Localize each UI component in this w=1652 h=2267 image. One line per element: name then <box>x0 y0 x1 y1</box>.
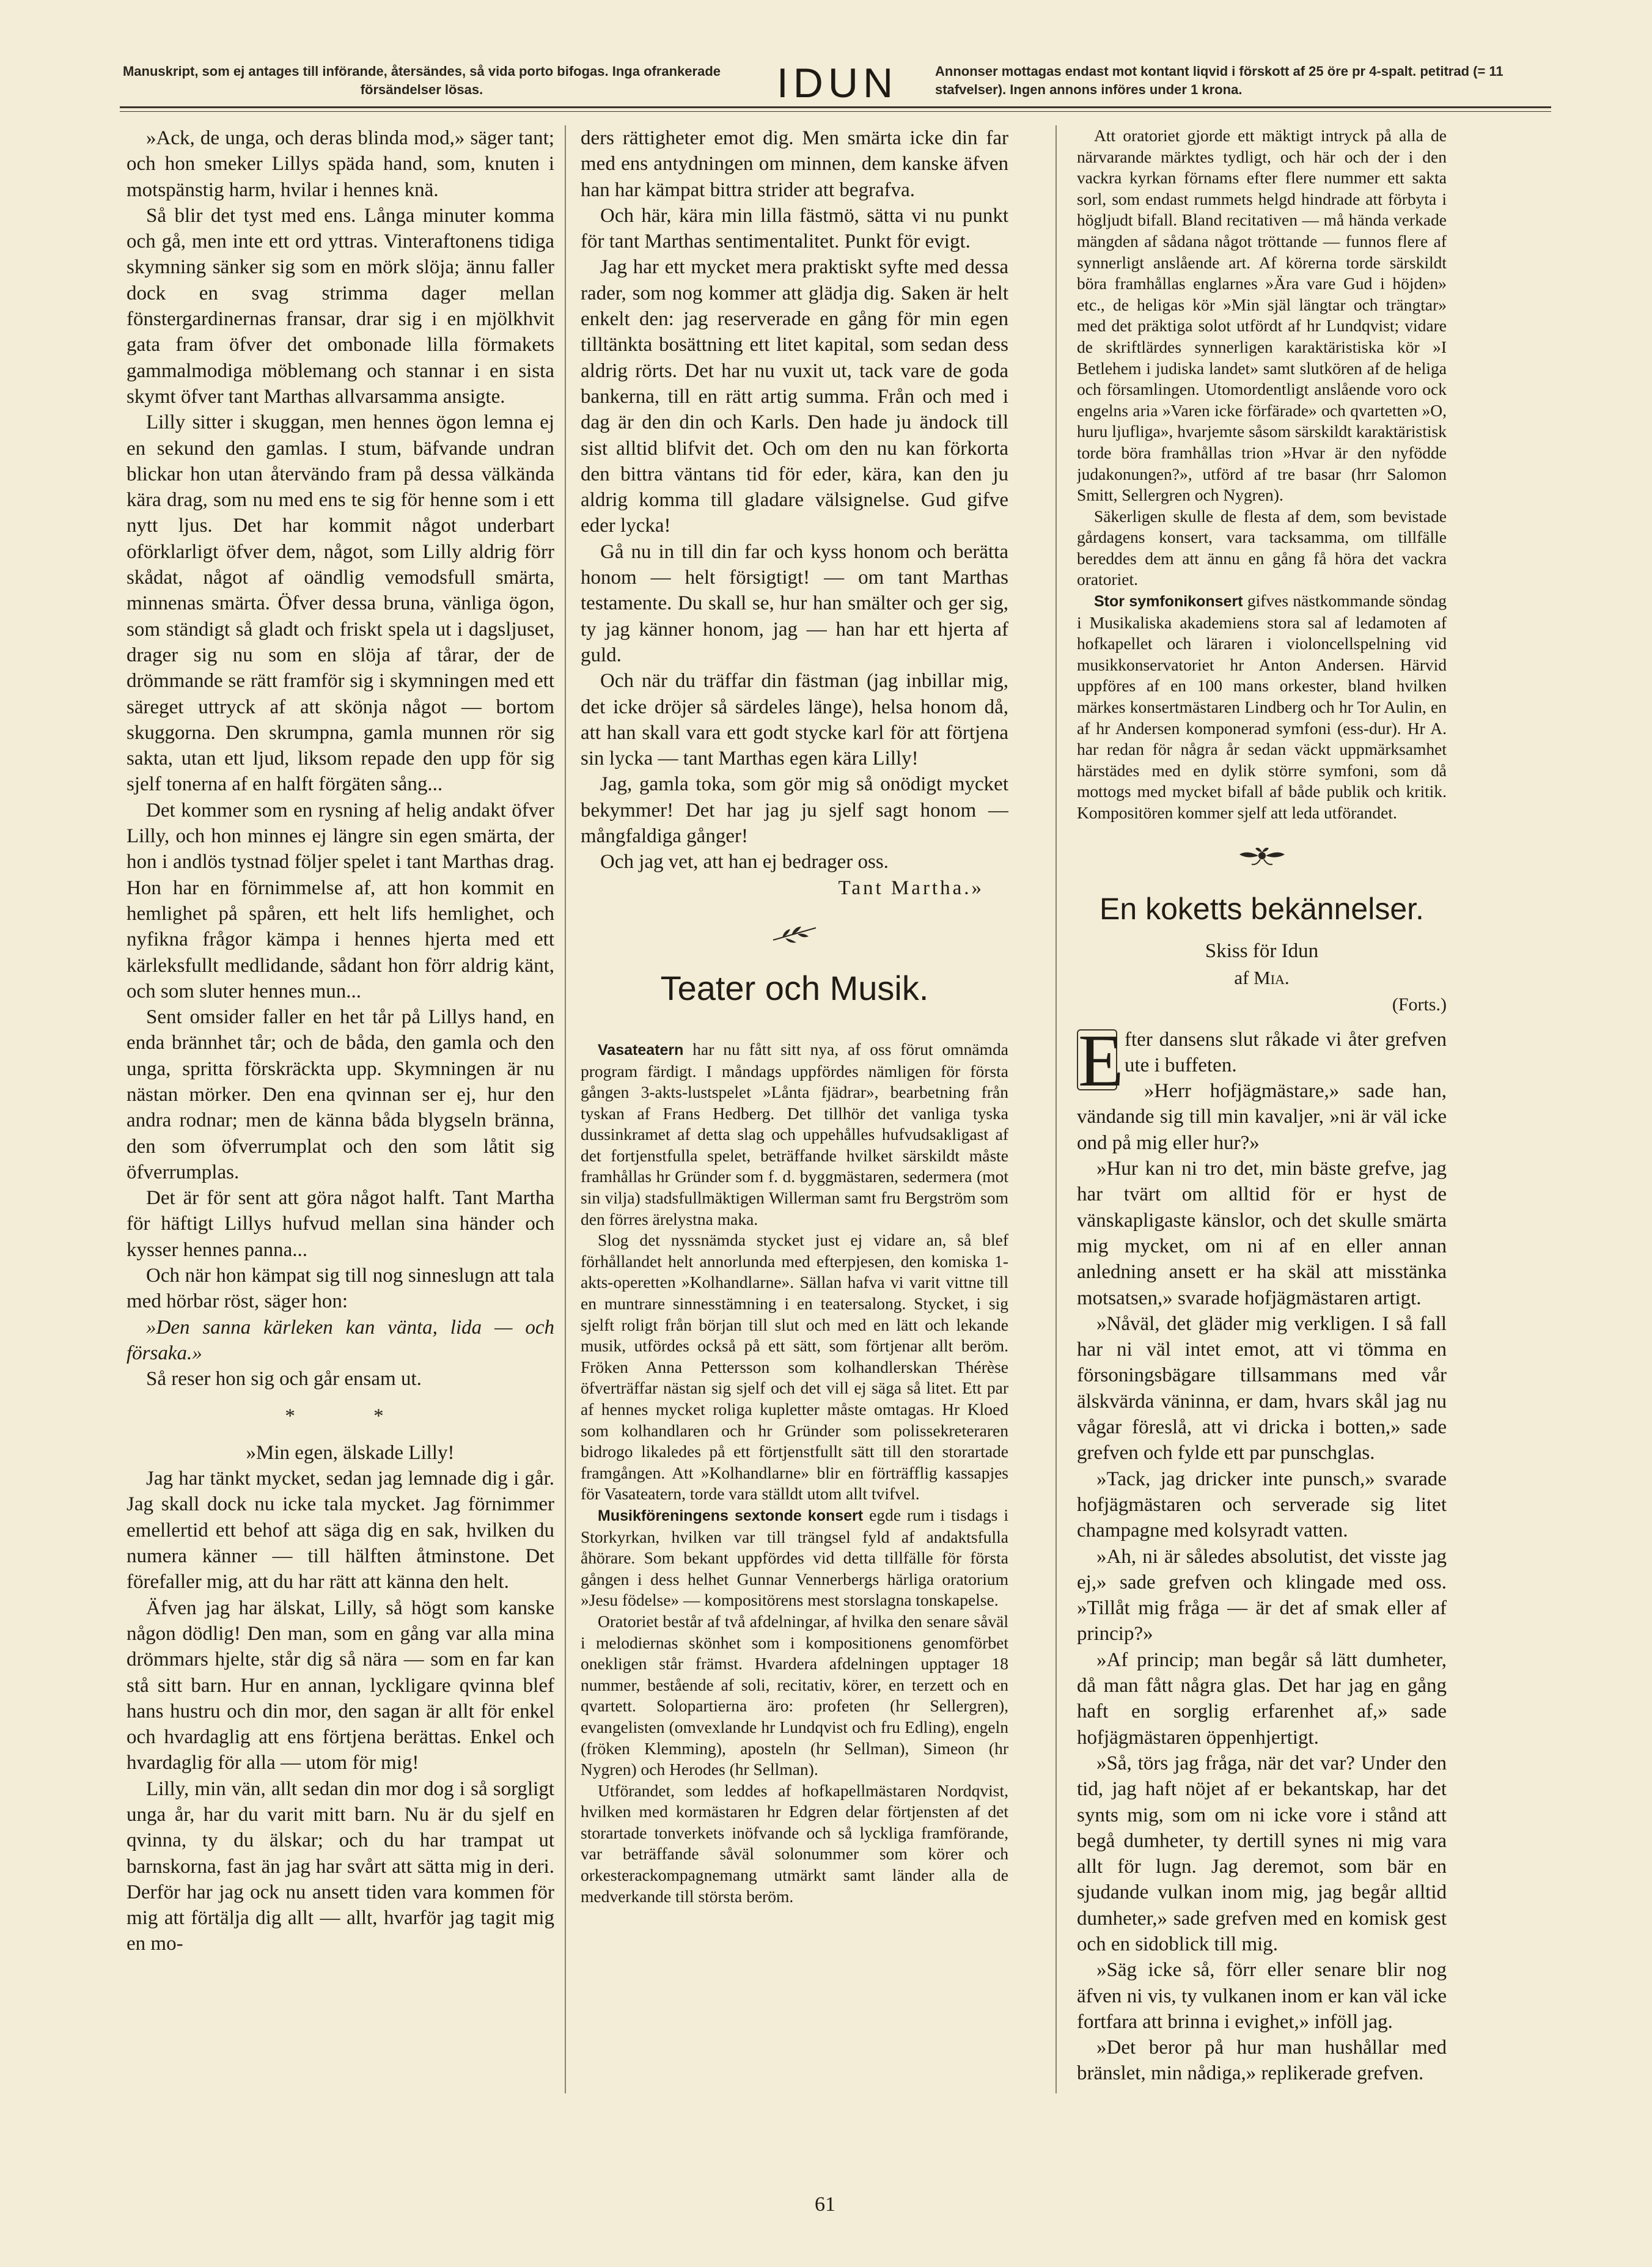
publication-title: IDUN <box>776 60 898 106</box>
paragraph: Det kommer som en rysning af helig andakt öfver Lilly, och hon minnes ej längre sin egen smärta, der hon i andlös tystnad följer spelet i tant Marthas drag. Hon har en förnimmelse af, att hon kommit en hemlighet på spåren, ett helt lifs hemlighet, och nyfikna frågor kämpa i hennes hjerta med ett kärleksfullt medlidande, sådant hon förr aldrig känt, och som sluter hennes mun... <box>127 799 554 1002</box>
story-author: Mia. <box>1254 966 1290 988</box>
quote-text: »Den sanna kärleken kan vänta, lida — och försaka.» <box>127 1316 554 1364</box>
paragraph: Lilly, min vän, allt sedan din mor dog i så sorgligt unga år, har du varit mitt barn. Nu är du sjelf en qvinna, ty du älskar; och du har trampat ut barnskorna, fast än jag har svårt att sätta mig in deri. Derför har jag ock nu ansett tiden vara kommen för mig att förtälja dig allt — allt, hvarför jag tagit mig en mo- <box>127 1777 554 1955</box>
page-number: 61 <box>815 2193 835 2216</box>
floral-ornament-icon <box>1228 845 1296 869</box>
story-title: En koketts bekännelser. <box>1099 891 1424 926</box>
paragraph: Lilly sitter i skuggan, men hennes ögon lemna ej en sekund den gamlas. I stum, bäfvande undran blickar hon utan återvändo fram på dessa välkända kära drag, som nu med ens te sig för henne som i ett nytt ljus. Det har kommit något underbart oförklarligt öfver dem, något, som Lilly aldrig förr skådat, något af oändlig vemodsfull smärta, minnenas smärta. Öfver dessa bruna, vänliga ögon, som ständigt så gladt och friskt spela ut i dagsljuset, drager sig nu som en slöja af tårar, der de drömmande se rätt framför sig i skymningen med ett säreget uttryck af att skönja något — bortom skuggorna. Den skrumpna, gamla munnen rör sig sakta, utan ett ljud, liksom repade den upp för sig sjelf tonerna af en halft förgäten sång... <box>127 411 554 796</box>
paragraph: Och när hon kämpat sig till nog sinneslugn att tala med hörbar röst, säger hon: <box>127 1265 554 1313</box>
section-title: Teater och Musik. <box>660 968 929 1007</box>
paragraph: Så blir det tyst med ens. Långa minuter komma och gå, men inte ett ord yttras. Vinteraftonens tidiga skymning sänker sig som en mörk slöja; ännu faller dock en svag strimma dager mellan fönstergardinernas fransar, drar sig i en mjölkhvit gata fram öfver det ombonade lilla förmakets gammalmodiga möblemang och stannar i en sista skymt öfver tant Marthas allvarsamma ansigte. <box>127 204 554 408</box>
paragraph: Att oratoriet gjorde ett mäktigt intryck på alla de närvarande märktes tydligt, och här och der i den vackra kyrkan förnams efter flere nummer ett sakta sorl, som endast rummets helgd hindrade att förbyta i högljudt bifall. Bland recitativen — må hända verkade mängden af sådana något tröttande — funnos flere af synnerligt anslående art. Af körerna torde särskildt böra framhållas englarnes »Ära vare Gud i höjden» etc., de heligas kör »Min själ längtar och trängtar» med det präktiga solot utfördt af hr Lundqvist; vidare de skriftlärdes synnerligen karaktäristiska kör »I Betlehem i judiska landet» samt slutkören af de heliga och församlingen. Utomordentligt anslående voro ock engelns aria »Varen icke förfärade» och qvartetten »O, huru ljufliga», hvarjemte såsom särskildt karaktäristisk torde böra framhållas trion »Hvar är den nyfödde judakonungen?», utförd af tre basar (hrr Salomon Smitt, Sellergren och Nygren). <box>1077 126 1447 505</box>
paragraph: Och när du träffar din fästman (jag inbillar mig, det icke dröjer så särdeles länge), helsa honom då, att han skall vara ett godt stycke karl för att förtjena sin lycka — tant Marthas egen kära Lilly! <box>581 670 1008 770</box>
paragraph: Gå nu in till din far och kyss honom och berätta honom — helt försigtigt! — om tant Marthas testamente. Du skall se, hur han smälter och ger sig, ty jag känner honom, jag — han har ett hjerta af guld. <box>581 540 1008 666</box>
paragraph: »Tack, jag dricker inte punsch,» svarade hofjägmästaren och serverade sig litet champagne med kolsyradt vatten. <box>1077 1468 1447 1542</box>
paragraph: »Säg icke så, förr eller senare blir nog äfven ni vis, ty vulkanen inom er kan väl icke fortfara att brinna i evighet,» inföll jag. <box>1077 1959 1447 2033</box>
paragraph: »Så, törs jag fråga, när det var? Under den tid, jag haft nöjet af er bekantskap, har det synts mig, som om ni icke vore i stånd att begå dumheter, ty dertill synes ni mig vara allt för lugn. Jag deremot, som bär en sjudande vulkan inom mig, jag begår alltid dumheter,» sade grefven med en komisk gest och en sidoblick till mig. <box>1077 1752 1447 1955</box>
rubric: Vasateatern <box>598 1041 684 1059</box>
byline-prefix: af <box>1234 966 1254 988</box>
column-divider <box>565 125 566 2093</box>
paragraph: Utförandet, som leddes af hofkapellmästaren Nordqvist, hvilken med kormästaren hr Edgren delar förtjensten af det storartade tonverkets inöfvande och så lyckliga framförande, var beträffande såväl solonummer som körer och orkesterackompagnemang utmärkt samt länder alla de medverkande till största beröm. <box>581 1780 1008 1906</box>
paragraph: Det är för sent att göra något halft. Tant Martha för häftigt Lillys hufvud mellan sina händer och kysser hennes panna... <box>127 1187 554 1261</box>
paragraph: Och jag vet, att han ej bedrager oss. <box>600 851 889 873</box>
paragraph: »Ack, de unga, och deras blinda mod,» säger tant; och hon smeker Lillys späda hand, som, knuten i motspänstig harm, hvilar i hennes knä. <box>127 127 554 201</box>
letter-greeting: »Min egen, älskade Lilly! <box>246 1441 455 1464</box>
paragraph <box>1077 590 1447 824</box>
paragraph: Säkerligen skulle de flesta af dem, som bevistade gårdagens konsert, vara tacksamma, om tillfälle bereddes dem att ännu en gång få höra det vackra oratoriet. <box>1077 506 1447 589</box>
column-2 <box>581 125 1008 2100</box>
paragraph: »Ah, ni är således absolutist, det visste jag ej,» sade grefven och klingade med oss. »Tillåt mig fråga — är det af smak eller af princip?» <box>1077 1545 1447 1645</box>
paragraph: Jag, gamla toka, som gör mig så onödigt mycket bekymmer! Det har jag ju sjelf sagt honom — mångfaldiga gånger! <box>581 773 1008 848</box>
theatre-music-section <box>581 1039 1008 1907</box>
column-1 <box>127 125 554 2100</box>
rubric: Musikföreningens sextonde konsert <box>598 1507 864 1524</box>
paragraph: Och här, kära min lilla fästmö, sätta vi nu punkt för tant Marthas sentimentalitet. Punkt för evigt. <box>581 204 1008 253</box>
masthead-rule <box>120 106 1551 108</box>
paragraph-text: egde rum i tisdags i Storkyrkan, hvilken var till trängsel fyld af andaktsfulla åhörare. Som bekant uppfördes vid detta tillfälle för första gången i dess helhet Gunnar Vennerbergs härliga oratorium »Jesu födelse» — kompositörens mest storslagna tonskapelse. <box>581 1505 1008 1610</box>
quote <box>127 1315 554 1367</box>
paragraph: Slog det nyssnämda stycket just ej vidare an, så blef förhållandet helt annorlunda med efterpjesen, den komiska 1-akts-operetten »Kolhandlarne». Sällan hafva vi varit vittne till en muntrare sinnesstämning i en teatersalong. Stycket, i sig sjelft roligt från början till slut och med en lätt och lekande musik, utfördes också på ett sätt, som förtjenar allt beröm. Fröken Anna Pettersson som kolhandlerskan Thérèse öfverträffar nästan sig sjelf och det vill ej säga så litet. Ett par af hennes mycket roliga kupletter måste omtagas. Hr Kloed som kolhandlaren och hr Gründer som polissekreteraren bidrogo likaledes på ett förtjenstfullt sätt till den storartade framgången. Att »Kolhandlarne» blir en förträfflig kassapjes för Vasateatern, torde vara ställdt utom allt tvifvel. <box>581 1230 1008 1504</box>
paragraph: Jag har ett mycket mera praktiskt syfte med dessa rader, som nog kommer att glädja dig. Saken är helt enkelt den: jag reserverade en gång för min egen tilltänkta bosättning ett litet kapital, som sedan dess aldrig rörts. Det har nu vuxit ut, tack vare de goda bankerna, till en rätt artig summa. Från och med i dag är den din och Karls. Den hade ju ändock till sist alltid blifvit det. Och om den nu kan förkorta den bittra väntans tid för eder, kära, kan den ju aldrig komma till gladare välsignelse. Gud gifve eder lycka! <box>581 256 1008 537</box>
drop-cap: E <box>1078 1019 1124 1102</box>
manuscript-notice: Manuskript, som ej antages till införande, återsändes, så vida porto bifogas. Inga ofrankerade försändelser lösas. <box>122 64 721 97</box>
paragraph: Oratoriet består af två afdelningar, af hvilka den senare såväl i melodiernas skönhet som i kompositionens genomförbet onekligen står främst. Hvardera afdelningen upptager 18 nummer, bestående af soli, recitativ, körer, en terzett och en qvartett. Solopartierna äro: profeten (hr Sellergren), evangelisten (omvexlande hr Lundqvist och fru Edling), engeln (fröken Klemming), aposteln (hr Sellman), Simeon (hr Nygren) och Herodes (hr Sellman). <box>581 1611 1008 1779</box>
paragraph: »Hur kan ni tro det, min bäste grefve, jag har tvärt om alltid för er hyst de vänskapligaste känslor, och det skulle smärta mig mycket, om ni af en eller annan anledning ansett er ha skäl att misstänka motsatsen,» svarade hofjägmästaren artigt. <box>1077 1158 1447 1309</box>
paragraph: »Af princip; man begår så lätt dumheter, då man fått några glas. Det har jag en gång haft en sorglig erfarenhet af,» sade hofjägmästaren öppenhjertigt. <box>1077 1648 1447 1749</box>
paragraph: ders rättigheter emot dig. Men smärta icke din far med ens antydningen om minnen, dem kanske äfven han har kämpat bittra strider att begrafva. <box>581 127 1008 201</box>
story-subtitle: Skiss för Idun <box>1205 939 1319 962</box>
paragraph-text: gifves nästkommande söndag i Musikaliska akademiens stora sal af ledamoten af hofkapellet och läraren i violoncellspelning vid musikkonservatoriet hr Anton Andersen. Härvid uppföres af en 100 mans orkester, bland hvilken märkes konsertmästaren Lindberg och hr Tor Aulin, en af hr Andersen komponerad symfoni (ess-dur). Hr A. har redan för några år sedan väckt uppmärksamhet härstädes med en dylik större symfoni, som då mottogs med mycket bifall af både publik och kritik. Kompositören kommer sjelf att leda utförandet. <box>1077 591 1447 822</box>
continued-note: (Forts.) <box>1392 994 1447 1015</box>
column-3 <box>1077 125 1447 2100</box>
paragraph: fter dansens slut råkade vi åter grefven ute i buffeten. <box>1125 1028 1447 1076</box>
paragraph: Jag har tänkt mycket, sedan jag lemnade dig i går. Jag skall dock nu icke tala mycket. Jag förnimmer emellertid ett behof att säga dig en sak, hvilken du numera känner — till hälften åtminstone. Det förefaller mig, att du har rätt att känna den helt. <box>127 1468 554 1593</box>
advertising-notice: Annonser mottagas endast mot kontant liqvid i förskott af 25 öre pr 4-spalt. petitrad (= 11 stafvelser). Ingen annons införes under 1 krona. <box>935 64 1503 97</box>
paragraph: Äfven jag har älskat, Lilly, så högt som kanske någon dödlig! Den man, som en gång var alla mina drömmars hjelte, står dig så nära — som en far kan stå sitt barn. Hur en annan, lyckligare qvinna blef hans hustru och din mor, den sagan är allt för enkel och hvardaglig att ens förtjena berättas. Enkel och hvardaglig för alla — utom för mig! <box>127 1596 554 1774</box>
paragraph: »Nåväl, det gläder mig verkligen. I så fall har ni väl intet emot, att vi tömma en försoningsbägare tillsammans med vår älskvärda väninna, er dam, hvars skål jag nu vågar föreslå, att vi dricka i botten,» sade grefven och fylde ett par punschglas. <box>1077 1312 1447 1464</box>
column-divider <box>1055 125 1057 2093</box>
paragraph: Sent omsider faller en het tår på Lillys hand, en enda brännhet tår; och de båda, den gamla och den unga, spritta förskräckta upp. Skymningen är nu nästan mörker. Den ena qvinnan ser ej, hur den andra rodnar; men de känna båda blygseln bränna, den som öfverrumplat och den som låtit sig öfverrumplas. <box>127 1006 554 1183</box>
leaf-ornament-icon <box>767 922 822 946</box>
paragraph: Så reser hon sig och går ensam ut. <box>146 1368 422 1391</box>
paragraph: »Det beror på hur man hushållar med bränslet, min nådiga,» replikerade grefven. <box>1077 2037 1447 2085</box>
rubric: Stor symfonikonsert <box>1094 593 1243 611</box>
story-opening <box>1077 1019 1447 1102</box>
paragraph <box>581 1039 1008 1230</box>
paragraph <box>581 1505 1008 1611</box>
paragraph-text: har nu fått sitt nya, af oss förut omnämda program färdigt. I måndags uppfördes nämligen för första gången 3-akts-lustspelet »Lånta fjädrar», bearbetning från tyskan af Frans Hedberg. Det tillhör det vanliga tyska dussinkramet af detta slag och uppehålles hufvudsakligast af det fortjenstfulla spelet, beträffande hvilket särskildt måste framhållas hr Gründer som f. d. byggmästaren, sedermera (mot sin vilja) stadsfullmäktigen Willerman samt fru Bergström som den förres ärelystna maka. <box>581 1039 1008 1229</box>
story-byline <box>1077 964 1447 991</box>
letter-signature: Tant Martha.» <box>838 876 984 899</box>
section-stars: * * <box>285 1405 420 1427</box>
masthead <box>122 59 1546 111</box>
masthead-rule-thin <box>120 111 1551 112</box>
paragraph: »Herr hofjägmästare,» sade han, vändande sig till min kavaljer, »ni är väl icke ond på mig eller hur?» <box>1077 1080 1447 1154</box>
music-review-continued <box>1077 125 1447 824</box>
